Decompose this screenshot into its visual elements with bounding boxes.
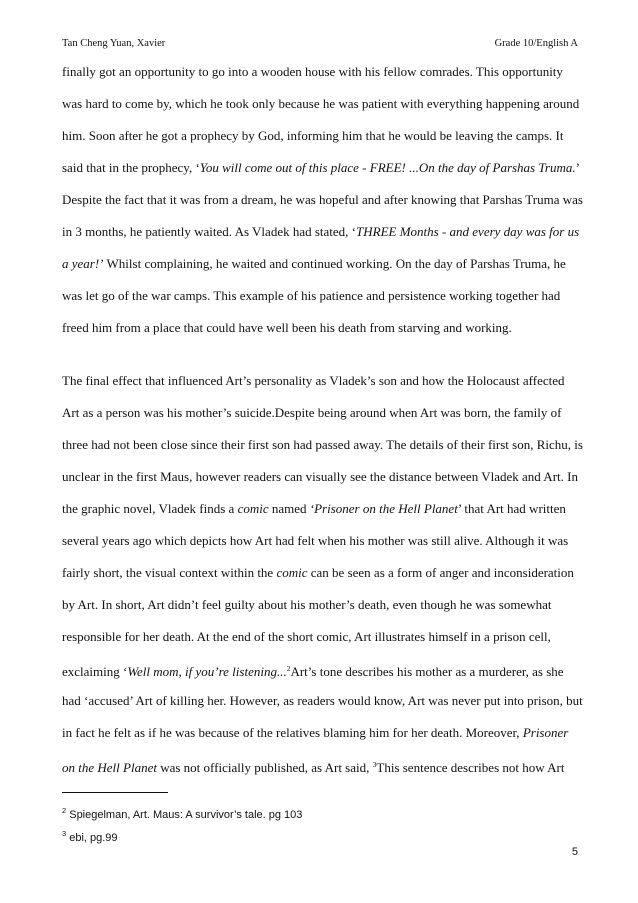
text-line: unclear in the first Maus, however readers can visually see the distance between Vladek and Art. In [62, 469, 578, 484]
title-italic: Prisoner [522, 725, 569, 740]
text-line: him. Soon after he got a prophecy by God, informing him that he would be leaving the camps. It [62, 128, 564, 143]
text-line [62, 501, 566, 516]
footnote-text: Spiegelman, Art. Maus: A survivor’s tale. pg 103 [66, 809, 303, 821]
text-line: The final effect that influenced Art’s personality as Vladek’s son and how the Holocaust affected [62, 373, 565, 388]
footnote-mark: 2 [62, 806, 67, 815]
header-author: Tan Cheng Yuan, Xavier [62, 38, 166, 49]
text-line [62, 224, 579, 239]
text-run: said that in the prophecy, ‘ [62, 160, 200, 175]
italic-term: comic [237, 501, 269, 516]
text-run: Whilst complaining, he waited and continued working. On the day of Parshas Truma, he [103, 256, 566, 271]
quote-italic: Well mom, if you’re listening... [127, 664, 287, 679]
quote-italic: You will come out of this place - FREE! ...On the day of Parshas Truma. [199, 160, 576, 175]
text-line: responsible for her death. At the end of the short comic, Art illustrates himself in a prison cell, [62, 629, 551, 644]
text-line [62, 256, 566, 271]
text-line: by Art. In short, Art didn’t feel guilty about his mother’s death, even though he was somewhat [62, 597, 552, 612]
quote-italic: THREE Months - and every day was for us [356, 224, 580, 239]
text-line [62, 725, 568, 740]
quote-italic: a year!’ [62, 256, 104, 271]
text-line: several years ago which depicts how Art had felt when his mother was still alive. Although it was [62, 533, 569, 548]
footnote-mark: 3 [62, 829, 67, 838]
italic-term: comic [276, 565, 308, 580]
header-course: Grade 10/English A [494, 38, 578, 49]
text-line: had ‘accused’ Art of killing her. However, as readers would know, Art was never put into prison, but [62, 693, 583, 708]
text-run: can be seen as a form of anger and inconsideration [307, 565, 574, 580]
text-run: ’ [575, 160, 580, 175]
text-run: in fact he felt as if he was because of the relatives blaming him for her death. Moreover, [62, 725, 523, 740]
text-line [62, 661, 564, 679]
footnote-3 [62, 829, 118, 844]
text-run: This sentence describes not how Art [376, 760, 565, 775]
text-line: Despite the fact that it was from a dream, he was hopeful and after knowing that Parshas Truma was [62, 192, 583, 207]
text-run: in 3 months, he patiently waited. As Vladek had stated, ‘ [62, 224, 357, 239]
text-line: was let go of the war camps. This example of his patience and persistence working together had [62, 288, 561, 303]
text-run: ’ that Art had written [457, 501, 566, 516]
footnote-divider [62, 792, 168, 793]
footnote-ref[interactable]: 3 [372, 760, 377, 769]
text-line [62, 160, 580, 175]
text-run: the graphic novel, Vladek finds a [62, 501, 238, 516]
footnote-2 [62, 806, 302, 821]
text-line [62, 757, 564, 775]
footnote-ref[interactable]: 2 [286, 664, 291, 673]
text-line: Art as a person was his mother’s suicide.Despite being around when Art was born, the family of [62, 405, 562, 420]
title-italic: ‘Prisoner on the Hell Planet [309, 501, 458, 516]
text-line [62, 565, 574, 580]
text-line: was hard to come by, which he took only because he was patient with everything happening around [62, 96, 580, 111]
text-line: freed him from a place that could have well been his death from starving and working. [62, 320, 512, 335]
text-run: Art’s tone describes his mother as a murderer, as she [290, 664, 564, 679]
text-line: finally got an opportunity to go into a wooden house with his fellow comrades. This opportunity [62, 64, 563, 79]
title-italic: on the Hell Planet [62, 760, 157, 775]
page-number: 5 [571, 846, 578, 858]
text-run: fairly short, the visual context within the [62, 565, 277, 580]
text-run: was not officially published, as Art said, [156, 760, 373, 775]
footnote-text: ebi, pg.99 [66, 832, 118, 844]
text-run: exclaiming ‘ [62, 664, 128, 679]
text-run: named [268, 501, 310, 516]
text-line: three had not been close since their first son had passed away. The details of their first son, Richu, is [62, 437, 583, 452]
